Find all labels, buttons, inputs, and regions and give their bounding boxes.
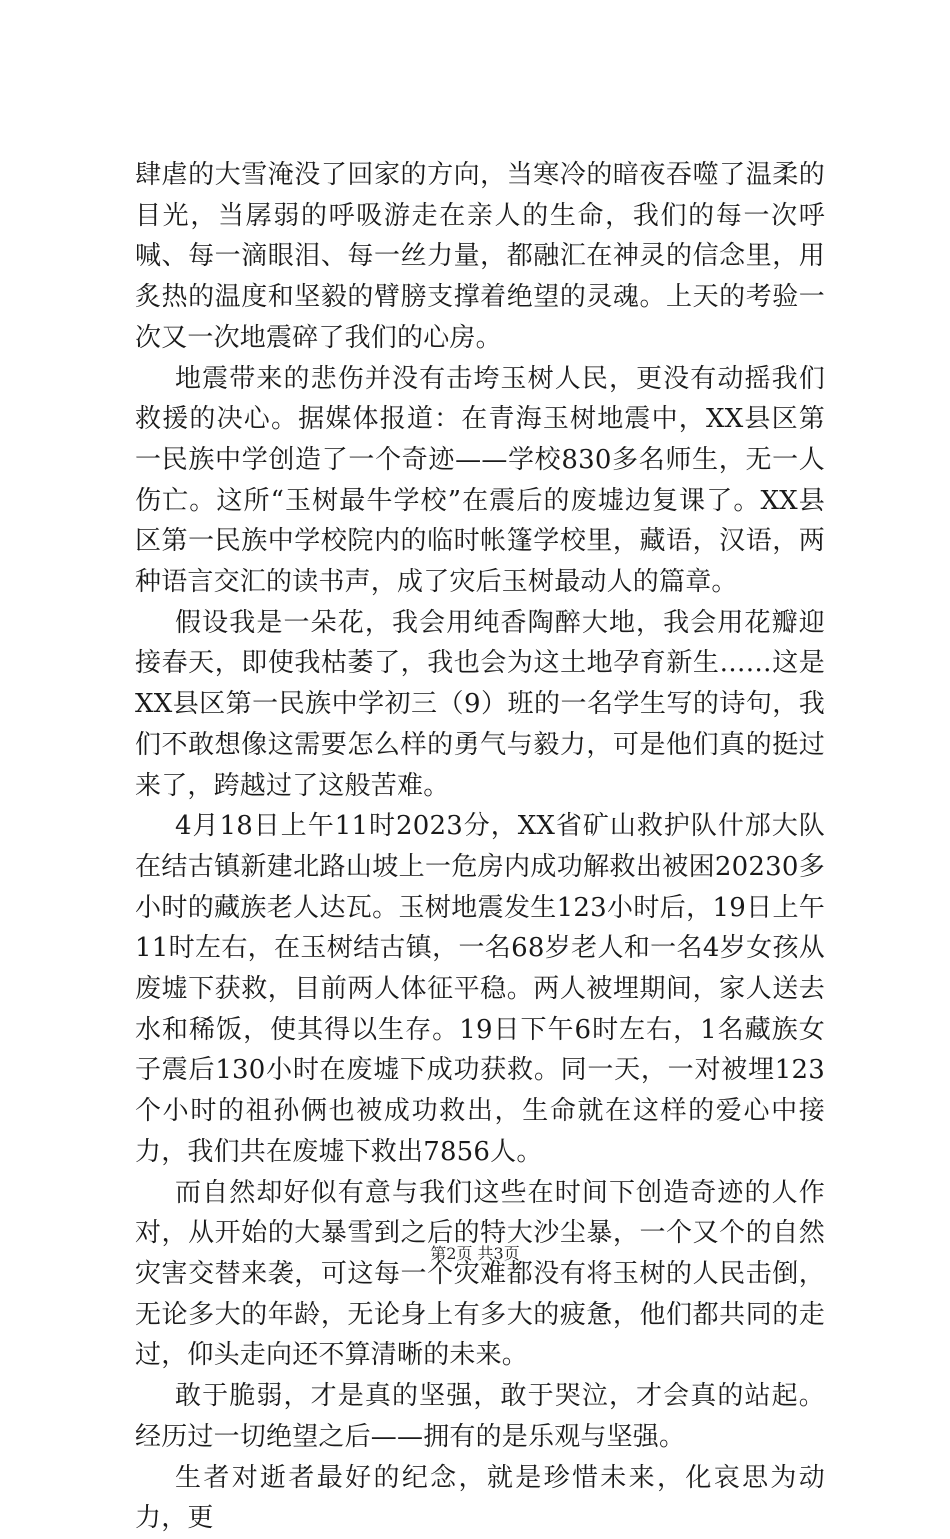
document-body [135, 155, 825, 1539]
paragraph-6: 敢于脆弱，才是真的坚强，敢于哭泣，才会真的站起。经历过一切绝望之后——拥有的是乐观与坚强。 [135, 1381, 825, 1452]
paragraph-3: 假设我是一朵花，我会用纯香陶醉大地，我会用花瓣迎接春天，即使我枯萎了，我也会为这土地孕育新生……这是XX县区第一民族中学初三（9）班的一名学生写的诗句，我们不敢想像这需要怎么样的勇气与毅力，可是他们真的挺过来了，跨越过了这般苦难。 [135, 607, 825, 801]
paragraph-4: 4月18日上午11时2023分，XX省矿山救护队什邡大队在结古镇新建北路山坡上一危房内成功解救出被困20230多小时的藏族老人达瓦。玉树地震发生123小时后，19日上午11时左右，在玉树结古镇，一名68岁老人和一名4岁女孩从废墟下获救，目前两人体征平稳。两人被埋期间，家人送去水和稀饭，使其得以生存。19日下午6时左右，1名藏族女子震后130小时在废墟下成功获救。同一天，一对被埋123个小时的祖孙俩也被成功救出，生命就在这样的爱心中接力，我们共在废墟下救出7856人。 [135, 811, 825, 1167]
paragraph-2: 地震带来的悲伤并没有击垮玉树人民，更没有动摇我们救援的决心。据媒体报道：在青海玉树地震中，XX县区第一民族中学创造了一个奇迹——学校830多名师生，无一人伤亡。这所“玉树最牛学校”在震后的废墟边复课了。XX县区第一民族中学校院内的临时帐篷学校里，藏语，汉语，两种语言交汇的读书声，成了灾后玉树最动人的篇章。 [135, 363, 825, 598]
paragraph-5: 而自然却好似有意与我们这些在时间下创造奇迹的人作对，从开始的大暴雪到之后的特大沙尘暴，一个又个的自然灾害交替来袭，可这每一个灾难都没有将玉树的人民击倒，无论多大的年龄，无论身上有多大的疲惫，他们都共同的走过，仰头走向还不算清晰的未来。 [135, 1177, 825, 1371]
page-number-footer: 第2页 共3页 [430, 1244, 520, 1263]
paragraph-1: 肆虐的大雪淹没了回家的方向，当寒冷的暗夜吞噬了温柔的目光，当孱弱的呼吸游走在亲人的生命，我们的每一次呼喊、每一滴眼泪、每一丝力量，都融汇在神灵的信念里，用炙热的温度和坚毅的臂膀支撑着绝望的灵魂。上天的考验一次又一次地震碎了我们的心房。 [135, 160, 825, 353]
paragraph-7: 生者对逝者最好的纪念，就是珍惜未来，化哀思为动力，更 [135, 1462, 825, 1534]
